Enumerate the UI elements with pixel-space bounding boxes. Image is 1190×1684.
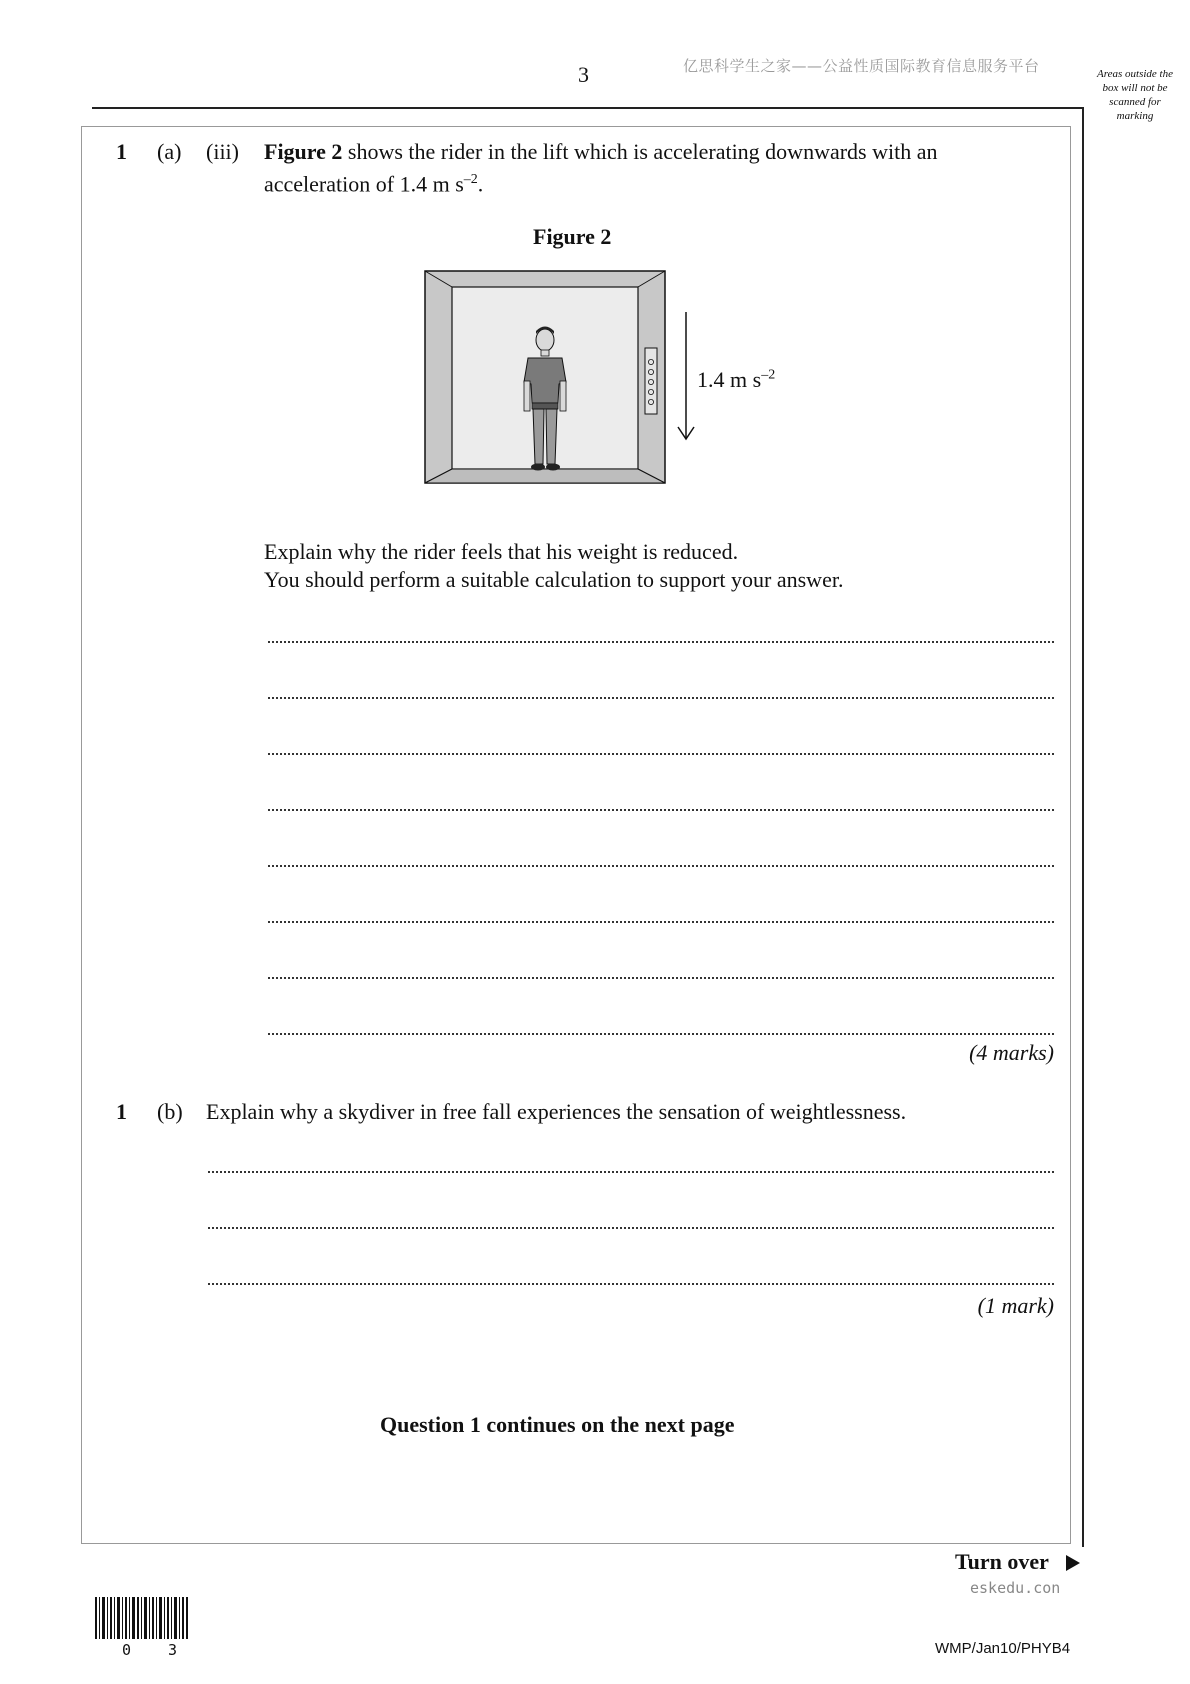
answer-line[interactable] <box>268 697 1054 699</box>
question-text-line2: acceleration of 1.4 m s <box>264 171 464 197</box>
question-number: 1 <box>116 1099 127 1124</box>
question-part: (b) <box>157 1099 183 1124</box>
marks-allocation: (1 mark) <box>977 1293 1054 1318</box>
acceleration-exponent: –2 <box>761 367 776 383</box>
lift-figure <box>420 268 670 488</box>
question-number: 1 <box>116 139 127 164</box>
unit-exponent: –2 <box>463 172 478 187</box>
turn-over-label: Turn over <box>955 1549 1049 1574</box>
question-text <box>264 138 1024 198</box>
margin-note: Areas outside the box will not be scanned for marking <box>1097 68 1173 122</box>
answer-line[interactable] <box>268 977 1054 979</box>
answer-line[interactable] <box>208 1283 1054 1285</box>
acceleration-value: 1.4 m s <box>697 367 762 392</box>
paper-reference: WMP/Jan10/PHYB4 <box>935 1640 1071 1657</box>
answer-line[interactable] <box>208 1171 1054 1173</box>
instruction-line-2: You should perform a suitable calculation to support your answer. <box>264 567 844 592</box>
answer-line[interactable] <box>208 1227 1054 1229</box>
site-watermark: eskedu.con <box>970 1579 1061 1597</box>
instruction-line-1: Explain why the rider feels that his weight is reduced. <box>264 539 739 564</box>
answer-line[interactable] <box>268 809 1054 811</box>
answer-line[interactable] <box>268 1033 1054 1035</box>
barcode-digits: 0 3 <box>122 1641 192 1659</box>
answer-line[interactable] <box>268 865 1054 867</box>
question-text-end: . <box>477 171 484 197</box>
answer-line[interactable] <box>268 641 1054 643</box>
answer-line[interactable] <box>268 921 1054 923</box>
turn-over-arrow-icon <box>1066 1555 1080 1571</box>
answer-line[interactable] <box>268 753 1054 755</box>
acceleration-arrow-icon <box>674 310 698 442</box>
marks-allocation: (4 marks) <box>969 1040 1054 1065</box>
question-text-line1: shows the rider in the lift which is accelerating downwards with an <box>342 139 938 164</box>
question-subpart: (iii) <box>206 139 239 164</box>
lift-button-panel <box>645 348 657 414</box>
right-margin-rule <box>1082 107 1084 1547</box>
top-rule <box>92 107 1084 109</box>
continues-note: Question 1 continues on the next page <box>380 1412 735 1437</box>
watermark-text: 亿思科学生之家——公益性质国际教育信息服务平台 <box>683 57 1040 75</box>
acceleration-label <box>697 367 775 393</box>
barcode-icon <box>95 1597 189 1639</box>
question-part: (a) <box>157 139 182 164</box>
figure-reference: Figure 2 <box>264 139 343 164</box>
page-number: 3 <box>578 62 589 87</box>
question-text: Explain why a skydiver in free fall experiences the sensation of weightlessness. <box>206 1099 907 1124</box>
figure-title: Figure 2 <box>533 224 612 249</box>
